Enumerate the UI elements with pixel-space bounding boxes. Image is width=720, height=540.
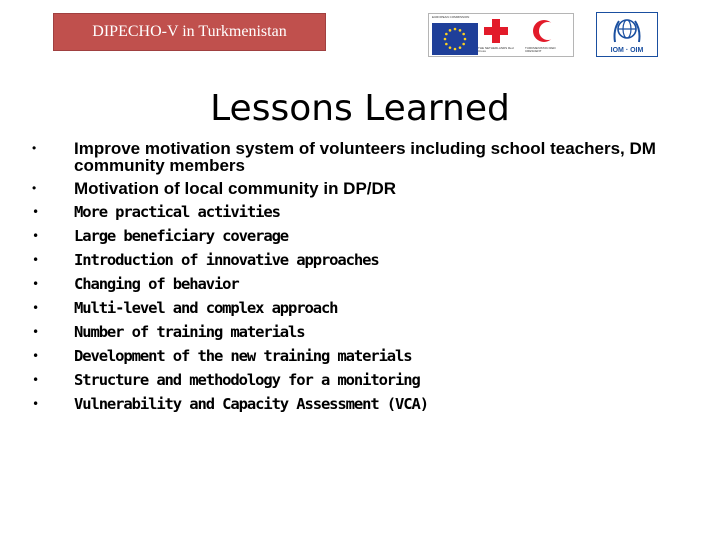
eu-flag-icon — [432, 23, 478, 55]
bullet-icon: • — [32, 141, 37, 155]
bullet-icon: • — [32, 181, 37, 195]
bullet-icon: • — [32, 229, 40, 243]
banner-title: DIPECHO-V in Turkmenistan — [92, 23, 287, 40]
iom-label: IOM · OIM — [610, 47, 644, 54]
bullet-icon: • — [32, 325, 40, 339]
iom-globe-icon — [611, 15, 643, 45]
lesson-text: Vulnerability and Capacity Assessment (VCA) — [74, 395, 428, 413]
lesson-item — [32, 251, 692, 269]
bullet-icon: • — [32, 277, 40, 291]
lesson-text: Multi-level and complex approach — [74, 299, 338, 317]
bullet-icon: • — [32, 397, 40, 411]
eu-star-icon — [454, 48, 457, 51]
eu-star-icon — [449, 29, 452, 32]
lesson-item — [32, 299, 692, 317]
bullet-icon: • — [32, 301, 40, 315]
bullet-icon: • — [32, 253, 40, 267]
lesson-item — [32, 371, 692, 389]
lesson-item — [32, 275, 692, 293]
redcross-caption: THE NETHERLANDS Red Cross — [478, 47, 514, 53]
eu-star-icon — [459, 29, 462, 32]
lesson-item — [32, 395, 692, 413]
iom-logo — [596, 12, 658, 57]
lesson-item — [32, 347, 692, 365]
red-cross-icon — [483, 18, 509, 44]
lesson-text: More practical activities — [74, 203, 280, 221]
eu-star-icon — [445, 43, 448, 46]
red-crescent-icon — [532, 18, 558, 44]
eu-star-icon — [462, 33, 465, 36]
lesson-text: Motivation of local community in DP/DR — [74, 179, 397, 198]
partners-logo — [428, 13, 574, 57]
lessons-list — [32, 140, 692, 419]
bullet-icon: • — [32, 373, 40, 387]
header-banner — [53, 13, 326, 51]
eu-star-icon — [454, 28, 457, 31]
bullet-icon: • — [32, 205, 40, 219]
lesson-text: Development of the new training materials — [74, 347, 412, 365]
lesson-text: Structure and methodology for a monitoring — [74, 371, 420, 389]
lesson-text: Introduction of innovative approaches — [74, 251, 379, 269]
bullet-icon: • — [32, 349, 40, 363]
lesson-item — [32, 180, 692, 197]
lesson-text: Number of training materials — [74, 323, 305, 341]
lesson-item — [32, 323, 692, 341]
lesson-text: Changing of behavior — [74, 275, 239, 293]
eu-star-icon — [462, 43, 465, 46]
crescent-caption: TURKMENISTAN RED CRESCENT — [525, 47, 556, 53]
lesson-item — [32, 140, 692, 174]
lesson-item — [32, 203, 692, 221]
slide-title: Lessons Learned — [210, 88, 510, 129]
lesson-item — [32, 227, 692, 245]
eu-star-icon — [464, 38, 467, 41]
lesson-text: Improve motivation system of volunteers including school teachers, DM community members — [74, 139, 656, 175]
eu-caption: EUROPEAN COMMISSION — [432, 16, 470, 19]
lesson-text: Large beneficiary coverage — [74, 227, 289, 245]
eu-star-icon — [449, 46, 452, 49]
eu-star-icon — [459, 46, 462, 49]
eu-star-icon — [445, 33, 448, 36]
eu-star-icon — [444, 38, 447, 41]
